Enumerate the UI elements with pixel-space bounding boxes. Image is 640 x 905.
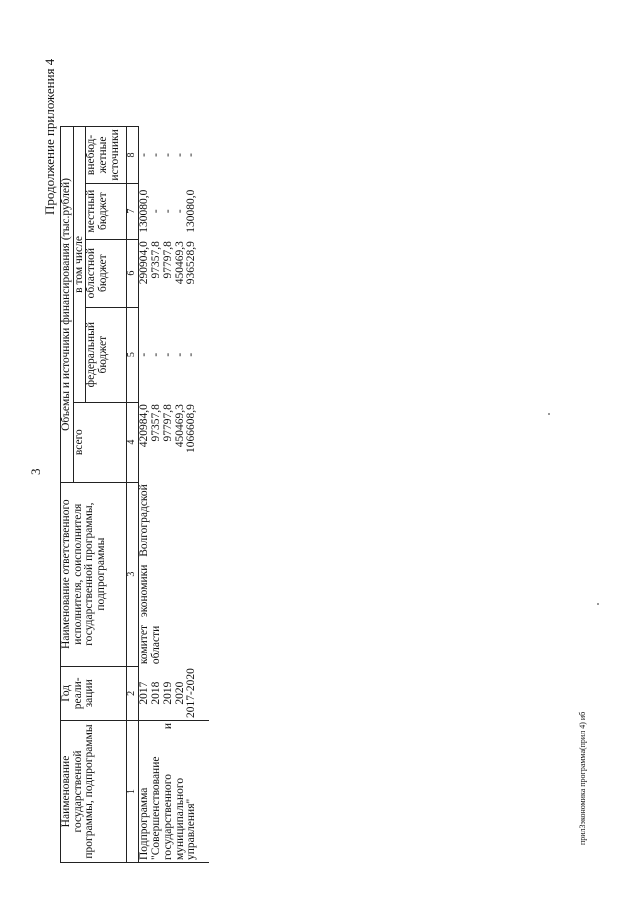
year: 2017 [138, 681, 151, 705]
regional-value: 936528,9 [185, 241, 198, 285]
header-regional: областной бюджет [86, 239, 127, 307]
column-number: 4 [127, 402, 139, 482]
local-value: - [150, 209, 163, 214]
column-number: 5 [127, 307, 139, 402]
header-year: Год реали-зации [61, 666, 127, 720]
local-value: - [173, 209, 186, 214]
executor-cell: комитет экономики Волгоградской области [138, 484, 163, 665]
column-number: 3 [127, 482, 139, 666]
header-executor: Наименование ответственного исполнителя, соисполнителя государственной программы, подпрограммы [61, 482, 127, 666]
scan-speck [548, 413, 550, 415]
extrabudgetary-value: - [150, 153, 163, 157]
total-value: 1066608,9 [185, 404, 198, 454]
footer-file-path: прил3экономика программа(прил 4) иб [578, 711, 587, 845]
regional-value: 450469,3 [173, 241, 186, 285]
years-cell [139, 666, 210, 720]
extrabudgetary-value: - [173, 153, 186, 157]
local-value: 130080,0 [138, 189, 151, 233]
header-local: местный бюджет [86, 183, 127, 239]
total-value: 450469,3 [173, 404, 186, 448]
regional-cell [139, 239, 210, 307]
total-value: 97357,8 [150, 404, 163, 442]
year: 2019 [161, 681, 174, 705]
extrabudgetary-value: - [138, 153, 151, 157]
total-value: 420984,0 [138, 404, 151, 448]
regional-value: 290904,0 [138, 241, 151, 285]
funding-table [60, 126, 209, 863]
total-value: 97797,8 [161, 404, 174, 442]
header-extrabudgetary: внебюд-жетные источники [86, 127, 127, 183]
scan-speck [597, 603, 599, 605]
year: 2020 [173, 681, 186, 705]
table-row [139, 127, 210, 863]
extrabudgetary-value: - [161, 153, 174, 157]
continuation-label: Продолжение приложения 4 [42, 58, 57, 215]
federal-value: - [138, 352, 151, 357]
header-funding-group: Объемы и источники финансирования (тыс.рублей) [61, 127, 74, 482]
column-number: 6 [127, 239, 139, 307]
header-program-name: Наименование государственной программы, подпрограммы [61, 721, 127, 863]
local-cell [139, 183, 210, 239]
total-cell [139, 402, 210, 482]
extrabudgetary-cell [139, 127, 210, 183]
header-in-that-number: в том числе [73, 127, 86, 402]
column-number: 7 [127, 183, 139, 239]
page-number: 3 [28, 468, 43, 475]
local-value: 130080,0 [185, 189, 198, 233]
regional-value: 97797,8 [161, 241, 174, 279]
column-number-row [127, 127, 139, 863]
extrabudgetary-value: - [185, 153, 198, 157]
federal-value: - [161, 352, 174, 357]
column-number: 1 [127, 721, 139, 863]
year: 2018 [150, 681, 163, 705]
federal-cell [139, 307, 210, 402]
header-row-1 [61, 127, 74, 863]
column-number: 2 [127, 666, 139, 720]
federal-value: - [173, 352, 186, 357]
local-value: - [161, 209, 174, 214]
year: 2017-2020 [185, 668, 198, 718]
column-number: 8 [127, 127, 139, 183]
header-total: всего [73, 402, 127, 482]
federal-value: - [185, 352, 198, 357]
header-federal: федеральный бюджет [86, 307, 127, 402]
regional-value: 97357,8 [150, 241, 163, 279]
program-name-cell: Подпрограмма "Совершенствование государственного и муниципального управления" [139, 721, 210, 863]
federal-value: - [150, 352, 163, 357]
